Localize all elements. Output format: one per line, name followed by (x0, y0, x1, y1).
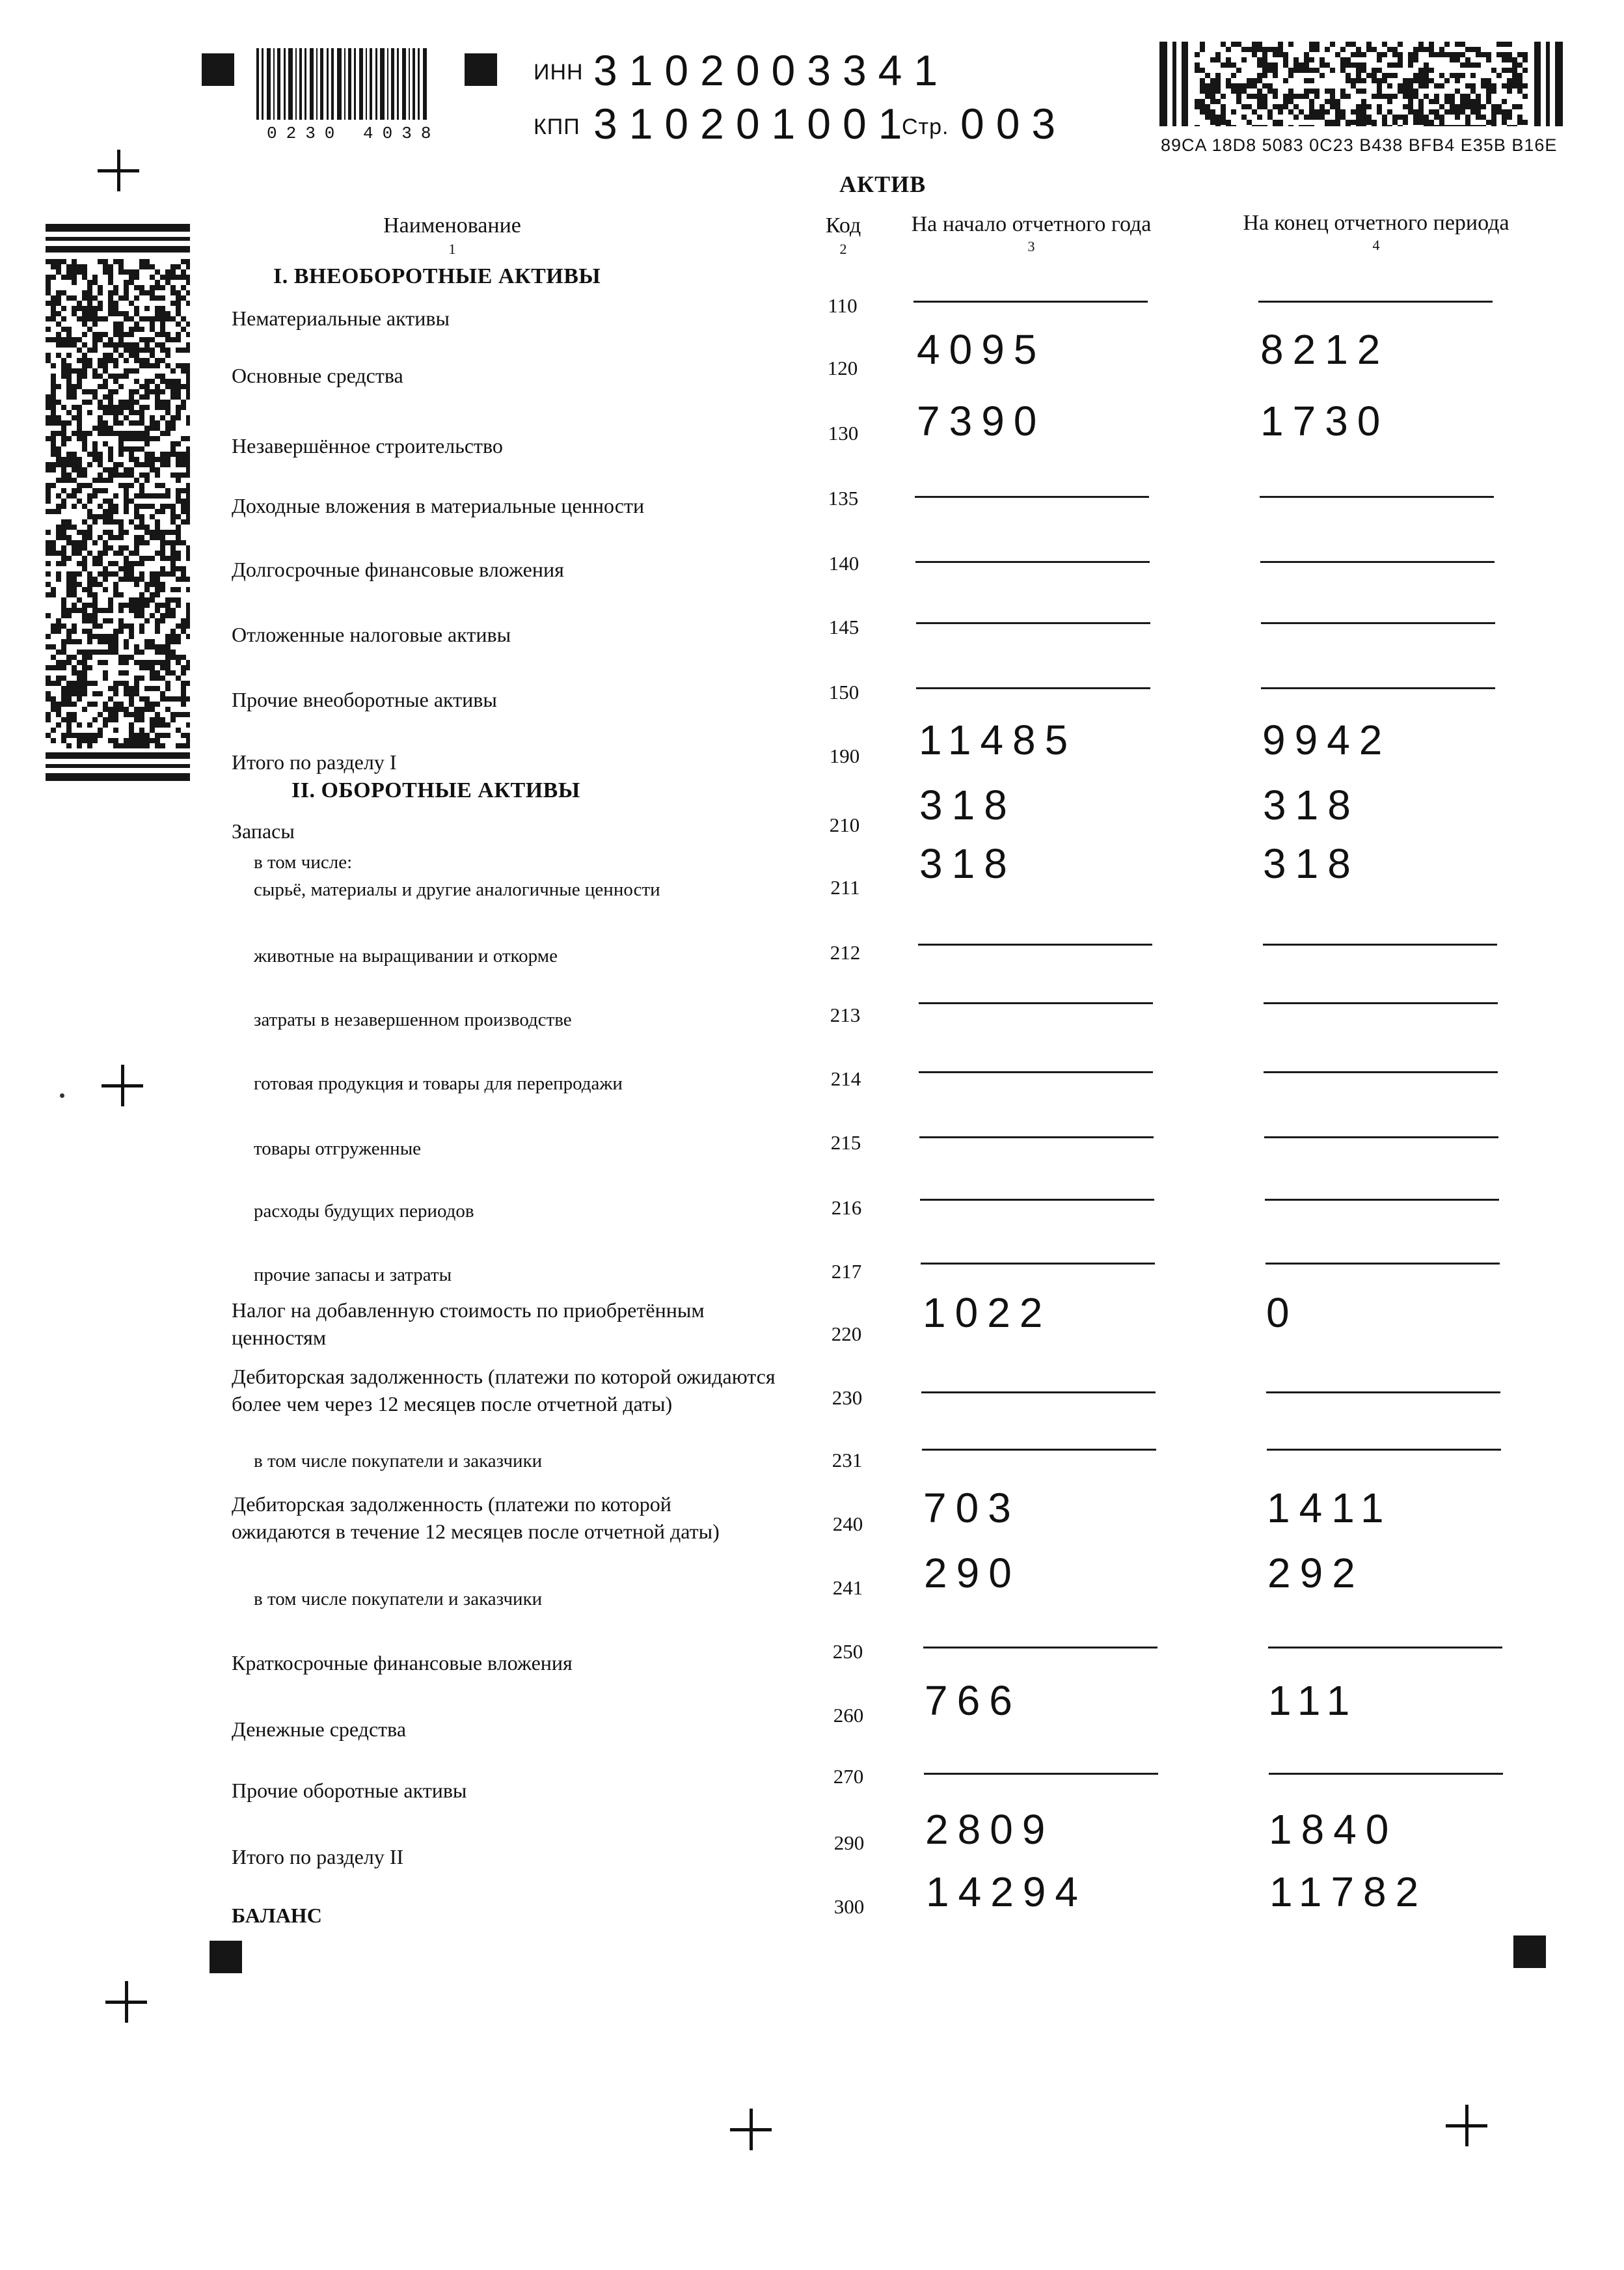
row-label-line-2: ожидаются в течение 12 месяцев после отчетной даты) (232, 1520, 720, 1543)
crosshair-mark-1 (98, 150, 139, 191)
value-start-241: 290 (924, 1550, 1021, 1596)
row-label-231 (254, 1447, 542, 1475)
empty-value-dash-start-140 (915, 561, 1150, 563)
empty-value-dash-end-150 (1261, 687, 1495, 689)
empty-value-dash-end-214 (1264, 1071, 1498, 1073)
row-label-260 (232, 1716, 406, 1743)
value-end-300: 11782 (1269, 1868, 1428, 1915)
row-label-line-2: более чем через 12 месяцев после отчетной даты) (232, 1392, 673, 1415)
row-label-300 (232, 1902, 322, 1929)
value-end-190: 9942 (1262, 717, 1392, 763)
empty-value-dash-start-217 (921, 1263, 1155, 1265)
row-label-212 (254, 942, 558, 970)
inn-value: 3102003341 (593, 46, 950, 94)
col-number-4: 4 (1372, 237, 1380, 253)
row-label-241 (254, 1585, 542, 1613)
value-start-190: 11485 (919, 717, 1077, 763)
crosshair-mark-2 (102, 1065, 143, 1106)
empty-value-dash-end-140 (1260, 561, 1495, 563)
col-header-start: На начало отчетного года (911, 212, 1152, 236)
row-code-211: 211 (830, 876, 860, 899)
2d-barcode-left (46, 224, 190, 781)
empty-value-dash-end-250 (1268, 1647, 1502, 1648)
empty-value-dash-start-250 (923, 1647, 1157, 1648)
empty-value-dash-end-135 (1260, 496, 1494, 498)
row-label-210 (232, 817, 295, 845)
row-label-line-1: Запасы (232, 819, 295, 843)
row-code-241: 241 (832, 1576, 863, 1599)
section-heading-2: II. ОБОРОТНЫЕ АКТИВЫ (291, 778, 580, 802)
empty-value-dash-end-230 (1266, 1391, 1500, 1393)
row-code-270: 270 (833, 1765, 864, 1788)
registration-mark-top-left (202, 53, 234, 86)
empty-value-dash-end-110 (1258, 301, 1493, 303)
row-label-line-1: Основные средства (232, 364, 403, 387)
stray-dot (60, 1093, 64, 1098)
row-code-220: 220 (831, 1322, 862, 1345)
value-end-130: 1730 (1260, 398, 1390, 444)
row-code-110: 110 (828, 294, 858, 317)
row-label-line-1: животные на выращивании и откорме (254, 946, 558, 966)
row-code-216: 216 (831, 1196, 862, 1219)
empty-value-dash-end-213 (1264, 1002, 1498, 1004)
row-label-213 (254, 1006, 572, 1033)
value-end-120: 8212 (1260, 326, 1390, 373)
row-code-230: 230 (832, 1386, 863, 1409)
col-number-3: 3 (1027, 238, 1035, 254)
row-label-290 (232, 1843, 403, 1870)
value-start-290: 2809 (925, 1806, 1055, 1853)
inn-label: ИНН (534, 60, 584, 85)
value-end-210: 318 (1263, 782, 1360, 828)
row-label-110 (232, 305, 450, 332)
row-label-135 (232, 492, 644, 519)
value-start-211: 318 (919, 840, 1016, 887)
registration-mark-top-middle (465, 53, 497, 86)
value-start-260: 766 (925, 1677, 1022, 1724)
col-number-2: 2 (839, 241, 847, 257)
row-label-line-1: Долгосрочные финансовые вложения (232, 558, 564, 581)
crosshair-mark-3 (105, 1981, 147, 2023)
row-label-190 (232, 748, 397, 776)
value-start-210: 318 (919, 782, 1016, 828)
row-label-line-1: затраты в незавершенном производстве (254, 1009, 572, 1030)
col-number-1: 1 (448, 241, 456, 257)
col-header-code: Код (825, 213, 861, 238)
row-code-140: 140 (828, 552, 859, 575)
value-end-290: 1840 (1269, 1806, 1398, 1853)
row-label-145 (232, 621, 511, 648)
row-label-line-1: в том числе покупатели и заказчики (254, 1451, 543, 1471)
row-label-240 (232, 1490, 720, 1545)
row-label-line-1: Краткосрочные финансовые вложения (232, 1651, 573, 1675)
empty-value-dash-end-217 (1265, 1263, 1500, 1265)
row-label-line-1: в том числе: (254, 852, 353, 873)
empty-value-dash-start-145 (916, 622, 1150, 624)
row-label-130 (232, 432, 503, 459)
row-label-140 (232, 556, 564, 583)
page-number: 003 (960, 100, 1068, 148)
empty-value-dash-start-212 (918, 944, 1152, 946)
row-label-line-1: прочие запасы и затраты (254, 1265, 452, 1285)
empty-value-dash-start-110 (914, 301, 1148, 303)
row-code-217: 217 (831, 1260, 862, 1283)
row-code-240: 240 (832, 1512, 863, 1535)
row-code-260: 260 (833, 1704, 864, 1727)
registration-mark-bottom-left (210, 1941, 242, 1973)
row-label-270 (232, 1777, 467, 1804)
row-label-215 (254, 1135, 421, 1162)
empty-value-dash-start-270 (924, 1773, 1158, 1775)
row-code-214: 214 (830, 1067, 861, 1090)
row-label-217 (254, 1261, 452, 1289)
empty-value-dash-start-214 (919, 1071, 1153, 1073)
empty-value-dash-end-270 (1269, 1773, 1503, 1775)
section-heading-1: I. ВНЕОБОРОТНЫЕ АКТИВЫ (273, 264, 601, 288)
barcode-number: 0230 4038 (267, 124, 440, 143)
row-code-212: 212 (830, 941, 861, 964)
row-label-line-1: Прочие внеоборотные активы (232, 688, 497, 711)
row-label-220 (232, 1296, 705, 1351)
page-label: Стр. (902, 115, 949, 139)
row-code-145: 145 (828, 616, 859, 638)
value-end-220: 0 (1266, 1289, 1299, 1336)
row-code-150: 150 (828, 681, 859, 704)
row-label-line-2: сырьё, материалы и другие аналогичные ценности (254, 879, 660, 900)
row-label-line-1: Отложенные налоговые активы (232, 623, 511, 646)
row-label-211 (254, 849, 660, 903)
registration-mark-bottom-right (1513, 1935, 1546, 1968)
row-code-213: 213 (830, 1004, 861, 1026)
row-label-120 (232, 362, 403, 389)
value-end-211: 318 (1263, 840, 1360, 887)
row-label-line-1: Дебиторская задолженность (платежи по которой (232, 1492, 671, 1516)
row-label-line-1: товары отгруженные (254, 1138, 422, 1159)
row-label-216 (254, 1197, 474, 1225)
empty-value-dash-start-230 (921, 1391, 1156, 1393)
row-code-300: 300 (833, 1895, 865, 1918)
row-label-line-1: Дебиторская задолженность (платежи по которой ожидаются (232, 1365, 776, 1388)
empty-value-dash-start-213 (919, 1002, 1153, 1004)
row-label-150 (232, 686, 497, 713)
2d-barcode-top (1159, 42, 1563, 126)
row-label-line-2: ценностям (232, 1326, 327, 1349)
value-start-300: 14294 (926, 1868, 1087, 1915)
empty-value-dash-start-215 (919, 1136, 1154, 1138)
row-label-line-1: готовая продукция и товары для перепродажи (254, 1073, 623, 1094)
row-label-line-1: расходы будущих периодов (254, 1201, 474, 1222)
empty-value-dash-start-150 (916, 687, 1150, 689)
linear-barcode (255, 48, 431, 120)
row-label-230 (232, 1363, 776, 1417)
document-hash: 89CA 18D8 5083 0C23 B438 BFB4 E35B B16E (1161, 135, 1558, 155)
row-label-line-1: Итого по разделу II (232, 1845, 404, 1868)
value-end-260: 111 (1268, 1677, 1359, 1724)
row-code-190: 190 (829, 745, 860, 767)
row-code-231: 231 (832, 1449, 863, 1471)
col-header-end: На конец отчетного периода (1243, 211, 1509, 235)
crosshair-mark-4 (730, 2109, 772, 2150)
value-start-130: 7390 (917, 398, 1046, 444)
empty-value-dash-end-216 (1265, 1199, 1499, 1201)
value-start-220: 1022 (923, 1289, 1052, 1336)
empty-value-dash-end-231 (1267, 1449, 1501, 1451)
col-header-name: Наименование (383, 213, 521, 238)
row-code-215: 215 (830, 1131, 861, 1154)
row-code-210: 210 (829, 814, 860, 836)
kpp-value: 310201001 (593, 100, 914, 148)
row-label-line-1: Итого по разделу I (232, 750, 397, 774)
empty-value-dash-start-216 (920, 1199, 1154, 1201)
row-label-line-1: Налог на добавленную стоимость по приобретённым (232, 1298, 705, 1322)
row-code-135: 135 (828, 487, 859, 510)
row-label-line-1: Прочие оборотные активы (232, 1779, 467, 1802)
row-code-130: 130 (828, 422, 859, 444)
empty-value-dash-end-145 (1261, 622, 1495, 624)
empty-value-dash-start-135 (915, 496, 1149, 498)
value-end-240: 1411 (1267, 1484, 1393, 1531)
row-label-line-1: Денежные средства (232, 1717, 407, 1741)
row-label-line-1: в том числе покупатели и заказчики (254, 1589, 543, 1609)
row-label-line-1: БАЛАНС (232, 1904, 322, 1927)
empty-value-dash-start-231 (922, 1449, 1156, 1451)
crosshair-mark-5 (1446, 2105, 1487, 2146)
value-start-120: 4095 (917, 326, 1046, 373)
row-code-290: 290 (833, 1831, 865, 1854)
row-code-120: 120 (827, 357, 858, 379)
row-label-line-1: Доходные вложения в материальные ценности (232, 494, 645, 517)
row-code-250: 250 (832, 1640, 863, 1663)
kpp-label: КПП (534, 115, 580, 139)
empty-value-dash-end-215 (1264, 1136, 1498, 1138)
row-label-line-1: Нематериальные активы (232, 307, 450, 330)
row-label-line-1: Незавершённое строительство (232, 434, 503, 458)
value-start-240: 703 (923, 1484, 1020, 1531)
value-end-241: 292 (1267, 1550, 1364, 1596)
row-label-214 (254, 1070, 623, 1097)
empty-value-dash-end-212 (1263, 944, 1497, 946)
row-label-250 (232, 1649, 573, 1676)
table-title: АКТИВ (839, 171, 927, 197)
